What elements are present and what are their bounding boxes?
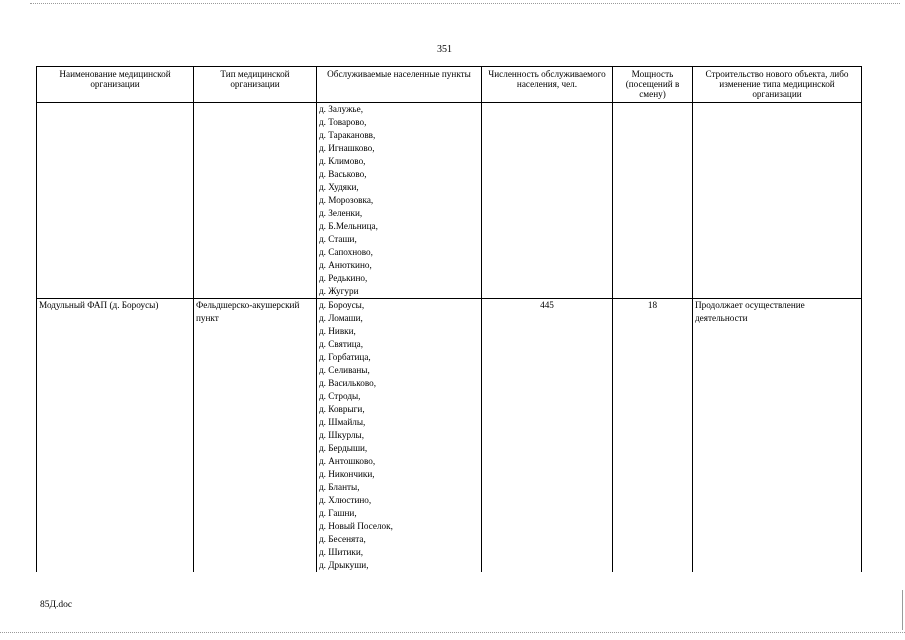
list-item: д. Игнашково,: [319, 143, 375, 153]
list-item: д. Климово,: [319, 156, 366, 166]
list-item: д. Ломаши,: [319, 313, 363, 323]
page-number: 351: [437, 44, 452, 55]
list-item: д. Никончики,: [319, 469, 375, 479]
footer-filename: 85Д.doc: [40, 600, 73, 610]
scan-edge-top: [30, 3, 900, 5]
header-org-type: Тип медицинской организации: [194, 67, 317, 103]
header-population: Численность обслуживаемого населения, чел.: [482, 67, 613, 103]
list-item: д. Залужье,: [319, 104, 363, 114]
list-item: д. Нивки,: [319, 326, 356, 336]
list-item: д. Шкурлы,: [319, 430, 364, 440]
list-item: д. Бердыши,: [319, 443, 368, 453]
list-item: д. Редькино,: [319, 273, 368, 283]
list-item: д. Зеленки,: [319, 208, 363, 218]
list-item: д. Таракановв,: [319, 130, 376, 140]
header-settlements: Обслуживаемые населенные пункты: [317, 67, 482, 103]
list-item: д. Святица,: [319, 339, 364, 349]
scan-edge-bottom: [0, 632, 905, 634]
list-item: д. Сташи,: [319, 234, 357, 244]
cell-construction-status: Продолжает осуществление деятельности: [693, 299, 862, 573]
cell-org-name: Модульный ФАП (д. Бороусы): [37, 299, 194, 573]
cell-population: 445: [482, 299, 613, 573]
cell-settlements: [317, 103, 482, 299]
list-item: д. Анюткино,: [319, 260, 372, 270]
settlement-list: [319, 299, 479, 572]
header-construction: Строительство нового объекта, либо изменение типа медицинской организации: [693, 67, 862, 103]
cell-org-type: Фельдшерско-акушерский пункт: [194, 299, 317, 573]
list-item: д. Бороусы,: [319, 300, 365, 310]
list-item: д. Морозовка,: [319, 195, 374, 205]
cell-org-name: [37, 103, 194, 299]
list-item: д. Антошково,: [319, 456, 376, 466]
list-item: д. Васьково,: [319, 169, 367, 179]
list-item: д. Васильково,: [319, 378, 376, 388]
list-item: д. Б.Мельница,: [319, 221, 378, 231]
list-item: д. Коврыги,: [319, 404, 365, 414]
cell-capacity: [613, 103, 693, 299]
cell-settlements: [317, 299, 482, 573]
list-item: д. Горбатица,: [319, 352, 371, 362]
table-row: [37, 299, 862, 573]
cell-construction-status: [693, 103, 862, 299]
header-capacity: Мощность (посещений в смену): [613, 67, 693, 103]
scan-edge-right: [902, 590, 904, 630]
list-item: д. Худяки,: [319, 182, 359, 192]
list-item: д. Бланты,: [319, 482, 360, 492]
list-item: д. Дрыкуши,: [319, 560, 369, 570]
header-row: [37, 67, 862, 103]
medical-organizations-table: [36, 66, 862, 572]
list-item: д. Новый Поселок,: [319, 521, 393, 531]
list-item: д. Селиваны,: [319, 365, 370, 375]
list-item: д. Жугури: [319, 286, 359, 296]
cell-org-type: [194, 103, 317, 299]
list-item: д. Гашни,: [319, 508, 357, 518]
list-item: д. Бесенята,: [319, 534, 366, 544]
list-item: д. Товарово,: [319, 117, 367, 127]
cell-capacity: 18: [613, 299, 693, 573]
list-item: д. Хлюстино,: [319, 495, 372, 505]
cell-population: [482, 103, 613, 299]
table-row: [37, 103, 862, 299]
list-item: д. Шитики,: [319, 547, 364, 557]
header-org-name: Наименование медицинской организации: [37, 67, 194, 103]
list-item: д. Шмайлы,: [319, 417, 366, 427]
settlement-list: [319, 103, 479, 298]
list-item: д. Строды,: [319, 391, 361, 401]
list-item: д. Сапохново,: [319, 247, 373, 257]
table-header: [37, 67, 862, 103]
